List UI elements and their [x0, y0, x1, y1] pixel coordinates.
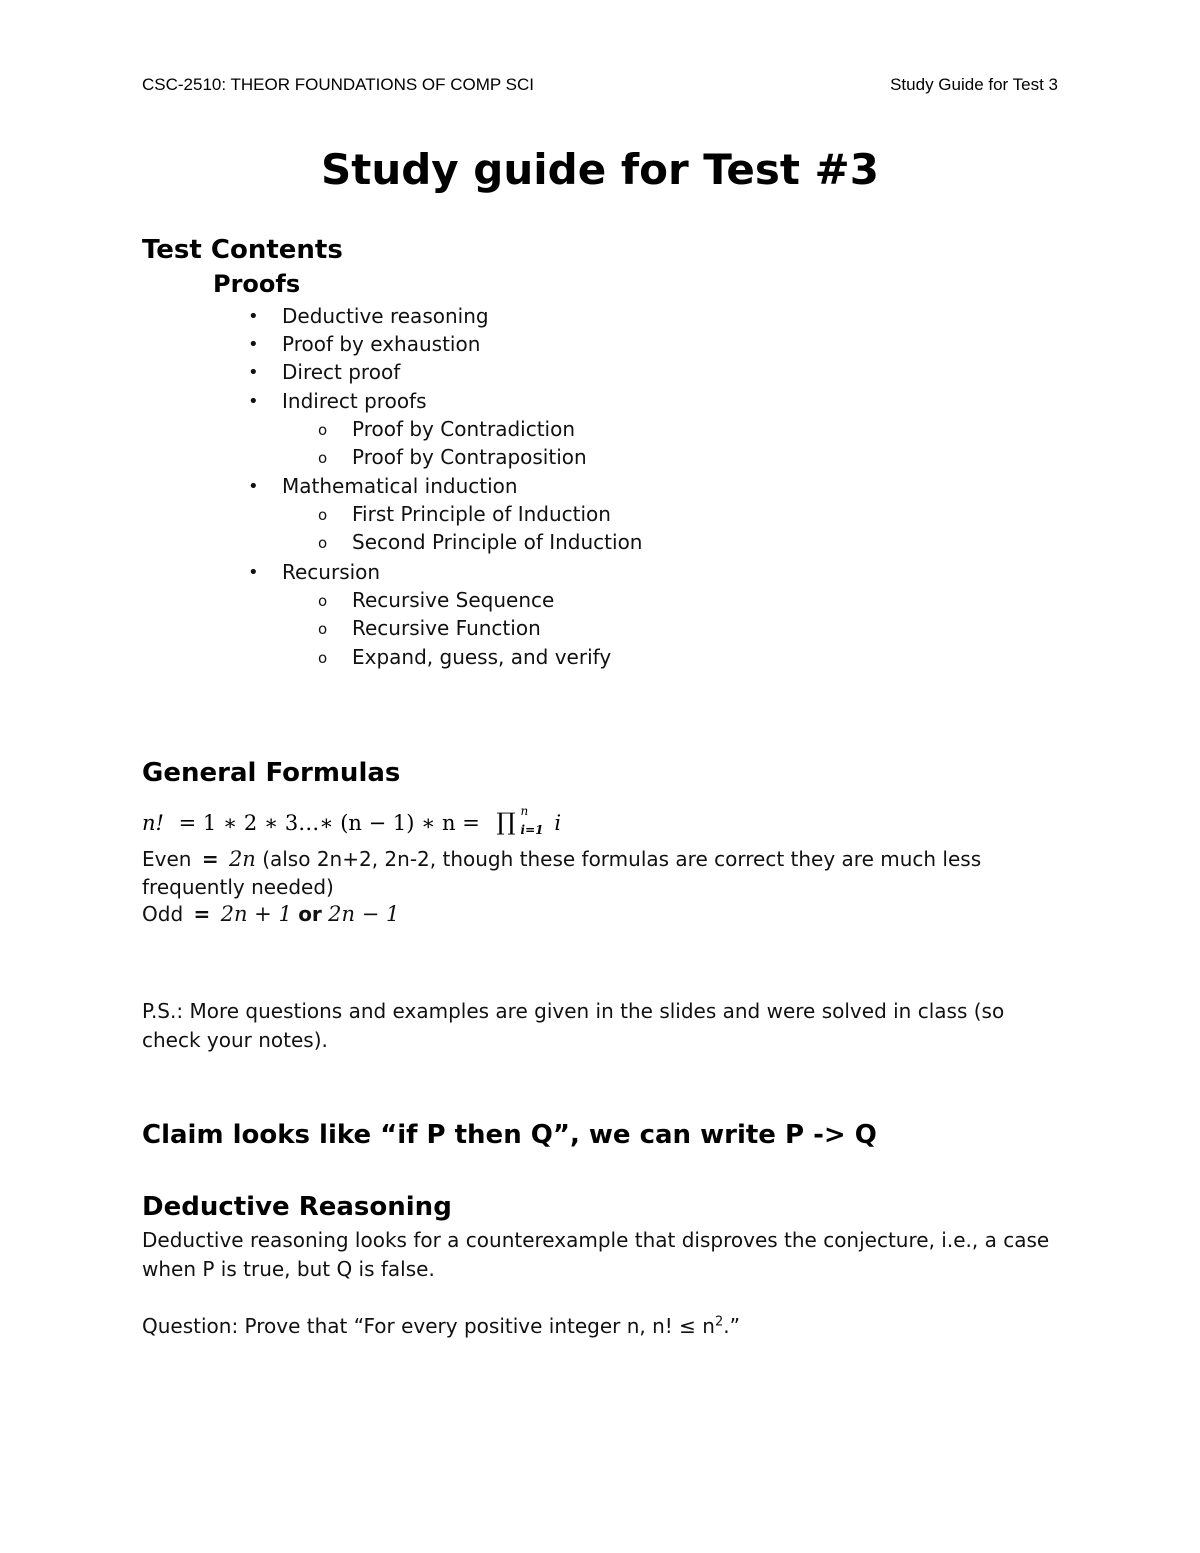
- bullet-icon: •: [248, 562, 259, 583]
- exponent: 2: [714, 1314, 724, 1330]
- sub-list-item: o Proof by Contraposition: [318, 445, 587, 469]
- sub-list-item: o Expand, guess, and verify: [318, 645, 612, 669]
- even-expression: 2n: [228, 847, 256, 871]
- circle-bullet-icon: o: [318, 449, 328, 467]
- bullet-icon: •: [248, 306, 259, 327]
- product-upper-limit: n: [520, 804, 529, 818]
- even-equals: =: [201, 847, 219, 871]
- list-item: • Direct proof: [248, 360, 401, 384]
- sub-list-item: o First Principle of Induction: [318, 502, 611, 526]
- bullet-icon: •: [248, 476, 259, 497]
- circle-bullet-icon: o: [318, 649, 328, 667]
- bullet-icon: •: [248, 362, 259, 383]
- claim-heading: Claim looks like “if P then Q”, we can write P -> Q: [142, 1120, 877, 1150]
- factorial-formula: [142, 804, 562, 837]
- section-heading-deductive-reasoning: Deductive Reasoning: [142, 1192, 452, 1222]
- product-lower-limit: i=1: [520, 823, 544, 837]
- product-notation: [496, 804, 544, 837]
- odd-label: Odd: [142, 902, 184, 926]
- deductive-reasoning-text: Deductive reasoning looks for a counterexample that disproves the conjecture, i.e., a case when P is true, but Q is false.: [142, 1228, 1050, 1281]
- section-heading-test-contents: Test Contents: [142, 235, 343, 265]
- subheading-proofs: Proofs: [213, 270, 301, 298]
- odd-expression-1: 2n + 1: [220, 902, 292, 926]
- factorial-expression: = 1 ∗ 2 ∗ 3…∗ (n − 1) ∗ n =: [178, 811, 480, 835]
- ps-note: P.S.: More questions and examples are given in the slides and were solved in class (so check your notes).: [142, 999, 1005, 1052]
- question-text: Question: Prove that “For every positive integer n, n! ≤ $n^2$.”: [142, 1314, 740, 1338]
- even-formula: [142, 845, 1062, 901]
- sub-list-item: o Proof by Contradiction: [318, 417, 576, 441]
- circle-bullet-icon: o: [318, 534, 328, 552]
- header-doc-title: Study Guide for Test 3: [890, 75, 1058, 94]
- page-title: Study guide for Test #3: [321, 145, 879, 194]
- sub-list-item: o Recursive Sequence: [318, 588, 555, 612]
- odd-or: or: [298, 902, 322, 926]
- odd-formula: [142, 902, 399, 926]
- list-item: • Recursion: [248, 560, 381, 584]
- odd-expression-2: 2n − 1: [328, 902, 400, 926]
- header-course: CSC-2510: THEOR FOUNDATIONS OF COMP SCI: [142, 75, 535, 94]
- sub-list-item: o Second Principle of Induction: [318, 530, 643, 554]
- circle-bullet-icon: o: [318, 421, 328, 439]
- factorial-lhs: n!: [142, 811, 164, 835]
- bullet-icon: •: [248, 334, 259, 355]
- list-item: • Indirect proofs: [248, 389, 427, 413]
- list-item: • Proof by exhaustion: [248, 332, 481, 356]
- product-symbol: ∏: [496, 808, 516, 836]
- bullet-icon: •: [248, 391, 259, 412]
- list-item: • Deductive reasoning: [248, 304, 489, 328]
- list-item: • Mathematical induction: [248, 474, 518, 498]
- circle-bullet-icon: o: [318, 620, 328, 638]
- odd-equals: =: [193, 902, 211, 926]
- section-heading-general-formulas: General Formulas: [142, 758, 401, 788]
- circle-bullet-icon: o: [318, 592, 328, 610]
- sub-list-item: o Recursive Function: [318, 616, 541, 640]
- even-label: Even: [142, 847, 192, 871]
- even-note: (also 2n+2, 2n-2, though these formulas are correct they are much less frequently needed): [142, 847, 982, 899]
- product-variable: i: [554, 811, 562, 835]
- circle-bullet-icon: o: [318, 506, 328, 524]
